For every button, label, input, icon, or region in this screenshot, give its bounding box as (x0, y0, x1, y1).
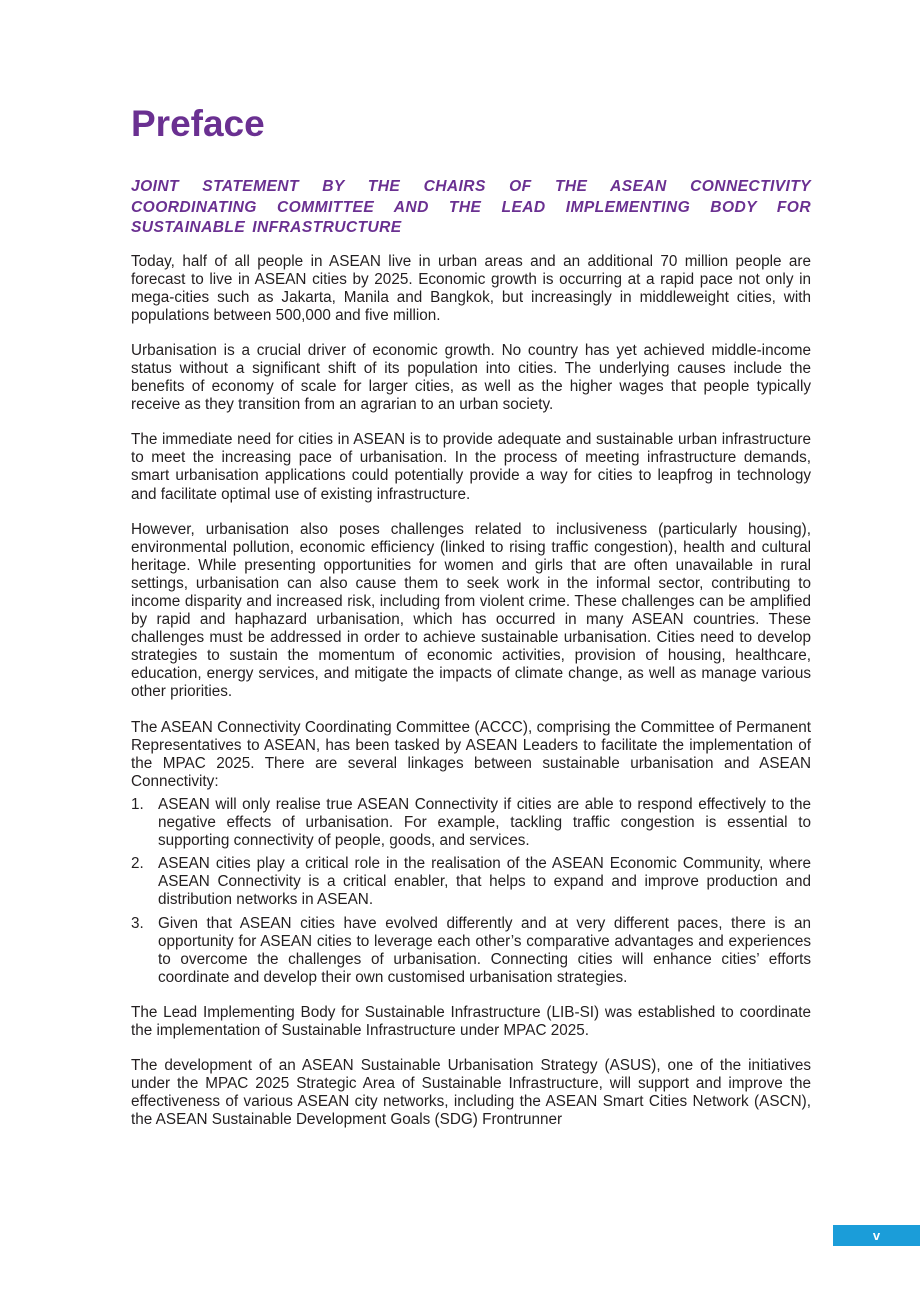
joint-statement-heading: JOINT STATEMENT BY THE CHAIRS OF THE ASEAN CONNECTIVITY COORDINATING COMMITTEE AND THE LEAD IMPLEMENTING BODY FOR SUSTAINABLE INFRASTRUCTURE (131, 178, 811, 236)
list-item-number: 2. (131, 855, 144, 873)
list-item (131, 915, 811, 987)
linkages-list (131, 796, 811, 987)
paragraph-infrastructure-need: The immediate need for cities in ASEAN is to provide adequate and sustainable urban infrastructure to meet the increasing pace of urbanisation. In the process of meeting infrastructure demands, smart urbanisation applications could potentially provide a way for cities to leapfrog in technology and facilitate optimal use of existing infrastructure. (131, 431, 811, 503)
paragraph-urbanisation-challenges: However, urbanisation also poses challenges related to inclusiveness (particularly housing), environmental pollution, economic efficiency (linked to rising traffic congestion), health and cultural heritage. While presenting opportunities for women and girls that are often unavailable in rural settings, urbanisation can also cause them to seek work in the informal sector, contributing to income disparity and increased risk, including from violent crime. These challenges can be amplified by rapid and haphazard urbanisation, which has occurred in many ASEAN countries. These challenges must be addressed in order to achieve sustainable urbanisation. Cities need to develop strategies to sustain the momentum of economic activities, provision of housing, healthcare, education, energy services, and mitigate the impacts of climate change, as well as manage various other priorities. (131, 520, 811, 701)
paragraph-asus: The development of an ASEAN Sustainable Urbanisation Strategy (ASUS), one of the initiatives under the MPAC 2025 Strategic Area of Sustainable Infrastructure, will support and improve the effectiveness of various ASEAN city networks, including the ASEAN Smart Cities Network (ASCN), the ASEAN Sustainable Development Goals (SDG) Frontrunner (131, 1057, 811, 1129)
paragraph-urban-population: Today, half of all people in ASEAN live in urban areas and an additional 70 million people are forecast to live in ASEAN cities by 2025. Economic growth is occurring at a rapid pace not only in mega-cities such as Jakarta, Manila and Bangkok, but increasingly in middleweight cities, with populations between 500,000 and five million. (131, 252, 811, 324)
list-item-number: 3. (131, 914, 144, 932)
list-item-text: ASEAN cities play a critical role in the realisation of the ASEAN Economic Community, where ASEAN Connectivity is a critical enabler, that helps to expand and improve production and distribution networks in ASEAN. (158, 855, 811, 909)
preface-body (131, 177, 811, 1146)
list-item (131, 796, 811, 850)
page-title: Preface (131, 103, 265, 144)
list-item-text: Given that ASEAN cities have evolved differently and at very different paces, there is an opportunity for ASEAN cities to leverage each other’s comparative advantages and experiences to overcome the challenges of urbanisation. Connecting cities will enhance cities’ efforts coordinate and develop their own customised urbanisation strategies. (158, 914, 811, 986)
page-number-tab (833, 1225, 920, 1246)
paragraph-economic-growth: Urbanisation is a crucial driver of economic growth. No country has yet achieved middle-income status without a significant shift of its population into cities. The underlying causes include the benefits of economy of scale for larger cities, as well as the higher wages that people typically receive as they transition from an agrarian to an urban society. (131, 341, 811, 414)
paragraph-lib-si: The Lead Implementing Body for Sustainable Infrastructure (LIB-SI) was established to coordinate the implementation of Sustainable Infrastructure under MPAC 2025. (131, 1003, 811, 1039)
paragraph-accc: The ASEAN Connectivity Coordinating Committee (ACCC), comprising the Committee of Permanent Representatives to ASEAN, has been tasked by ASEAN Leaders to facilitate the implementation of the MPAC 2025. There are several linkages between sustainable urbanisation and ASEAN Connectivity: (131, 718, 811, 790)
list-item-text: ASEAN will only realise true ASEAN Connectivity if cities are able to respond effectively to the negative effects of urbanisation. For example, tackling traffic congestion is essential to supporting connectivity of people, goods, and services. (158, 795, 811, 850)
list-item-number: 1. (131, 795, 144, 813)
page-number: v (872, 1228, 881, 1243)
list-item (131, 855, 811, 909)
